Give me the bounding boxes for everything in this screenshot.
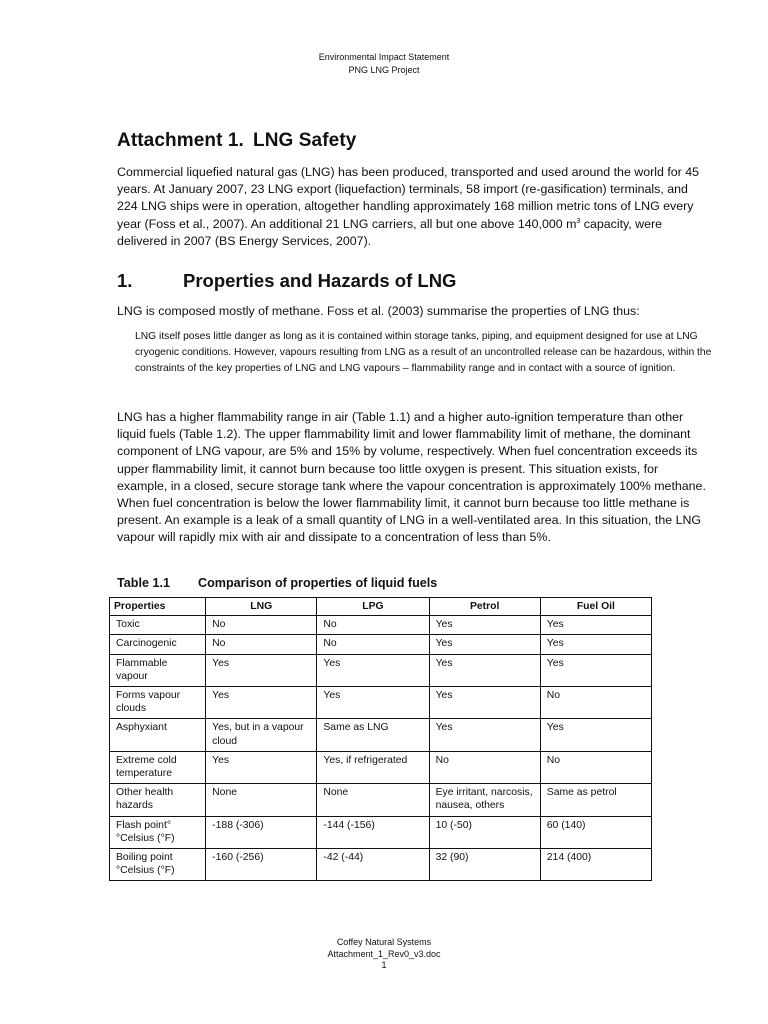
table-cell: Yes: [540, 719, 651, 751]
table-cell: No: [540, 751, 651, 783]
header-line-1: Environmental Impact Statement: [318, 52, 450, 62]
table-cell: Asphyxiant: [110, 719, 206, 751]
table-row: [110, 751, 652, 783]
table-row: [110, 687, 652, 719]
attachment-number: Attachment 1.: [117, 130, 244, 151]
section-number: 1.: [117, 270, 133, 291]
table-cell: Yes: [429, 719, 540, 751]
properties-table: [109, 597, 652, 881]
table-cell: Flash point° °Celsius (°F): [110, 816, 206, 848]
table-header-cell: Properties: [110, 598, 206, 616]
intro-paragraph: [117, 164, 709, 250]
table-header-cell: LNG: [206, 598, 317, 616]
table-cell: Yes: [429, 635, 540, 654]
intro-text: Commercial liquefied natural gas (LNG) has been produced, transported and used around the world for 45 years. At January 2007, 23 LNG export (liquefaction) terminals, 58 import (re-gasification) terminals, and 224 LNG ships were in operation, altogether handling approximately 168 million metric tons of LNG every year (Foss et al., 2007). An additional 21 LNG carriers, all but one above 140,000 m: [117, 165, 700, 231]
attachment-heading: [117, 130, 356, 152]
table-cell: Yes: [540, 616, 651, 635]
table-cell: Yes: [206, 654, 317, 686]
table-cell: Yes: [429, 616, 540, 635]
table-cell: Yes: [429, 654, 540, 686]
page-number: 1: [381, 960, 387, 971]
header-line-2: PNG LNG Project: [348, 65, 420, 75]
table-header-cell: Petrol: [429, 598, 540, 616]
cubic-superscript: 3: [576, 217, 581, 225]
table-row: [110, 616, 652, 635]
table-cell: Eye irritant, narcosis, nausea, others: [429, 784, 540, 816]
table-cell: No: [429, 751, 540, 783]
section-heading: [117, 270, 456, 292]
table-row: [110, 849, 652, 881]
section-body: LNG has a higher flammability range in air (Table 1.1) and a higher auto-ignition temperature than other liquid fuels (Table 1.2). The upper flammability limit and lower flammability limit of methane, the dominant component of LNG vapour, are 5% and 15% by volume, respectively. When fuel concentration exceeds its upper flammability limit, it cannot burn because too little oxygen is present. This situation exists, for example, in a closed, secure storage tank where the vapour concentration is approximately 100% methane. When fuel concentration is below the lower flammability limit, it cannot burn because too little methane is present. An example is a leak of a small quantity of LNG in a well-ventilated area. In this situation, the LNG vapour will rapidly mix with air and dissipate to a concentration of less than 5%.: [117, 410, 706, 545]
table-cell: Same as petrol: [540, 784, 651, 816]
table-cell: No: [317, 635, 429, 654]
table-cell: 60 (140): [540, 816, 651, 848]
table-title: Comparison of properties of liquid fuels: [198, 576, 438, 590]
table-cell: -144 (-156): [317, 816, 429, 848]
table-cell: Extreme cold temperature: [110, 751, 206, 783]
table-header-cell: Fuel Oil: [540, 598, 651, 616]
table-cell: Yes: [206, 751, 317, 783]
table-cell: Yes: [206, 687, 317, 719]
table-cell: Other health hazards: [110, 784, 206, 816]
table-cell: Flammable vapour: [110, 654, 206, 686]
page-footer: [0, 937, 768, 972]
table-cell: 10 (-50): [429, 816, 540, 848]
table-cell: Yes: [540, 635, 651, 654]
table-cell: None: [206, 784, 317, 816]
table-cell: Yes: [317, 654, 429, 686]
table-cell: Same as LNG: [317, 719, 429, 751]
section-lead: LNG is composed mostly of methane. Foss et al. (2003) summarise the properties of LNG thus:: [117, 304, 640, 318]
table-row: [110, 654, 652, 686]
section-title: Properties and Hazards of LNG: [183, 270, 457, 291]
table-row: [110, 719, 652, 751]
page-header: [0, 51, 768, 77]
table-cell: No: [317, 616, 429, 635]
table-cell: Yes, but in a vapour cloud: [206, 719, 317, 751]
table-row: [110, 635, 652, 654]
table-cell: -42 (-44): [317, 849, 429, 881]
table-cell: None: [317, 784, 429, 816]
table-cell: -188 (-306): [206, 816, 317, 848]
table-header-row: [110, 598, 652, 616]
footer-company: Coffey Natural Systems: [336, 937, 432, 947]
table-cell: Yes: [317, 687, 429, 719]
table-cell: Yes: [540, 654, 651, 686]
table-cell: No: [206, 616, 317, 635]
block-quote: LNG itself poses little danger as long as it is contained within storage tanks, piping, and equipment designed for use at LNG cryogenic conditions. However, vapours resulting from LNG as a result of an uncontrolled release can be hazardous, within the constraints of the key properties of LNG and LNG vapours – flammability range and in contact with a source of ignition.: [135, 331, 712, 375]
attachment-title: LNG Safety: [253, 130, 357, 151]
table-row: [110, 816, 652, 848]
table-cell: Boiling point °Celsius (°F): [110, 849, 206, 881]
table-cell: Yes: [429, 687, 540, 719]
table-header-cell: LPG: [317, 598, 429, 616]
table-cell: Carcinogenic: [110, 635, 206, 654]
table-caption: [117, 576, 437, 590]
table-cell: No: [540, 687, 651, 719]
table-cell: -160 (-256): [206, 849, 317, 881]
table-row: [110, 784, 652, 816]
table-cell: Forms vapour clouds: [110, 687, 206, 719]
table-cell: 214 (400): [540, 849, 651, 881]
table-number: Table 1.1: [117, 576, 170, 590]
table-cell: 32 (90): [429, 849, 540, 881]
table-cell: Toxic: [110, 616, 206, 635]
footer-filename: Attachment_1_Rev0_v3.doc: [327, 948, 441, 959]
table-cell: No: [206, 635, 317, 654]
table-cell: Yes, if refrigerated: [317, 751, 429, 783]
intro-text-end: capacity, were delivered in 2007 (BS Energy Services, 2007).: [117, 216, 663, 248]
